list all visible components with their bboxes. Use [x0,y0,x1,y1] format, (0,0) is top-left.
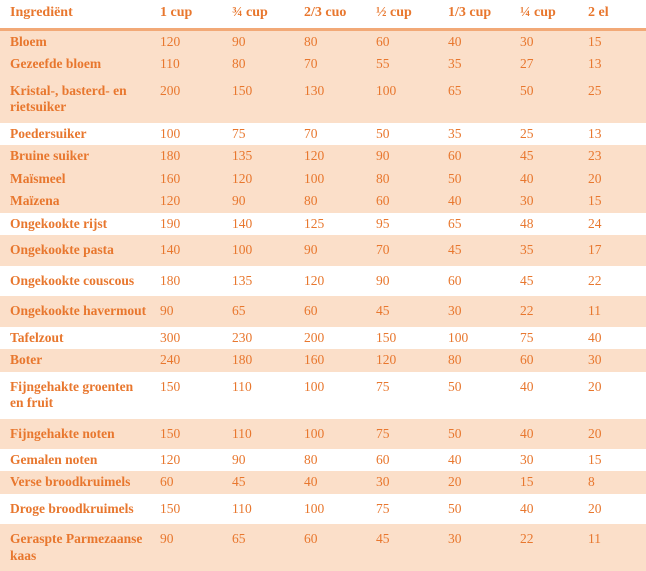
column-header-three-quarter-cup: ¾ cup [224,0,296,30]
cell-ingredient: Poedersuiker [0,123,152,145]
cell-ingredient: Ongekookte couscous [0,266,152,296]
cell-amount: 80 [296,449,368,471]
cell-amount: 35 [512,235,580,265]
cell-amount: 160 [296,349,368,371]
cell-amount: 100 [296,168,368,190]
table-row [0,471,646,493]
cell-amount: 140 [224,213,296,235]
cell-ingredient: Fijngehakte noten [0,419,152,449]
cell-amount: 100 [368,76,440,123]
cell-ingredient: Gezeefde bloem [0,53,152,75]
cell-amount: 90 [224,30,296,54]
cell-amount: 15 [580,449,646,471]
cell-amount: 40 [440,190,512,212]
cell-amount: 15 [580,190,646,212]
cell-amount: 20 [440,471,512,493]
cell-ingredient: Fijngehakte groenten en fruit [0,372,152,419]
table-row [0,30,646,54]
cell-ingredient: Gemalen noten [0,449,152,471]
table-header [0,0,646,30]
cell-amount: 40 [580,327,646,349]
cell-ingredient: Geraspte Parmezaanse kaas [0,524,152,571]
table-row [0,349,646,371]
cell-amount: 24 [580,213,646,235]
table-row [0,76,646,123]
cell-amount: 35 [440,53,512,75]
cell-amount: 135 [224,266,296,296]
cell-amount: 65 [224,524,296,571]
cell-amount: 200 [296,327,368,349]
table-row [0,449,646,471]
cell-amount: 30 [580,349,646,371]
cell-amount: 8 [580,471,646,493]
cell-amount: 60 [440,266,512,296]
cell-amount: 75 [512,327,580,349]
cell-amount: 130 [296,76,368,123]
cell-amount: 190 [152,213,224,235]
table-row [0,494,646,524]
column-header-one-third-cup: 1/3 cup [440,0,512,30]
table-body [0,30,646,571]
cell-amount: 140 [152,235,224,265]
cell-amount: 60 [152,471,224,493]
cell-ingredient: Droge broodkruimels [0,494,152,524]
cell-amount: 90 [368,266,440,296]
cell-ingredient: Maïzena [0,190,152,212]
cell-amount: 100 [224,235,296,265]
cell-amount: 13 [580,53,646,75]
cell-ingredient: Verse broodkruimels [0,471,152,493]
cell-amount: 30 [368,471,440,493]
cell-amount: 90 [152,524,224,571]
cell-ingredient: Tafelzout [0,327,152,349]
cell-amount: 45 [224,471,296,493]
cell-amount: 27 [512,53,580,75]
cell-amount: 20 [580,168,646,190]
table-row [0,419,646,449]
cell-amount: 100 [296,419,368,449]
cell-amount: 30 [440,296,512,326]
cell-amount: 80 [224,53,296,75]
table-row [0,123,646,145]
cell-amount: 40 [512,372,580,419]
cell-amount: 22 [580,266,646,296]
cell-amount: 23 [580,145,646,167]
table-row [0,235,646,265]
cell-amount: 90 [224,190,296,212]
column-header-half-cup: ½ cup [368,0,440,30]
cell-amount: 80 [296,30,368,54]
cell-amount: 60 [368,449,440,471]
cell-amount: 30 [512,30,580,54]
cell-amount: 120 [296,266,368,296]
cell-amount: 180 [224,349,296,371]
cell-amount: 300 [152,327,224,349]
cell-amount: 110 [224,419,296,449]
cell-amount: 22 [512,296,580,326]
cell-amount: 90 [368,145,440,167]
cell-amount: 25 [512,123,580,145]
cell-amount: 75 [224,123,296,145]
table-row [0,145,646,167]
cell-ingredient: Boter [0,349,152,371]
cell-amount: 45 [368,524,440,571]
table-row [0,213,646,235]
cell-amount: 13 [580,123,646,145]
table-row [0,168,646,190]
cell-amount: 30 [512,190,580,212]
cell-amount: 125 [296,213,368,235]
cell-amount: 45 [512,266,580,296]
table-row [0,296,646,326]
cell-amount: 35 [440,123,512,145]
cell-amount: 120 [368,349,440,371]
cell-amount: 30 [440,524,512,571]
cell-amount: 100 [296,494,368,524]
table-row [0,524,646,571]
cell-amount: 240 [152,349,224,371]
cell-amount: 90 [296,235,368,265]
cell-amount: 45 [368,296,440,326]
cell-ingredient: Ongekookte rijst [0,213,152,235]
cell-amount: 48 [512,213,580,235]
cell-amount: 200 [152,76,224,123]
cell-amount: 95 [368,213,440,235]
column-header-quarter-cup: ¼ cup [512,0,580,30]
cell-amount: 15 [512,471,580,493]
cell-amount: 65 [224,296,296,326]
cell-amount: 50 [440,372,512,419]
cell-amount: 160 [152,168,224,190]
cell-amount: 60 [296,524,368,571]
column-header-two-thirds-cup: 2/3 cuo [296,0,368,30]
column-header-ingredient: Ingrediënt [0,0,152,30]
cell-amount: 11 [580,296,646,326]
cell-amount: 50 [440,494,512,524]
cell-amount: 80 [296,190,368,212]
cell-amount: 230 [224,327,296,349]
cell-amount: 45 [512,145,580,167]
cell-amount: 180 [152,266,224,296]
table-row [0,372,646,419]
cell-amount: 60 [512,349,580,371]
cell-amount: 75 [368,419,440,449]
cell-amount: 40 [440,30,512,54]
cell-amount: 80 [440,349,512,371]
cell-amount: 110 [224,372,296,419]
cell-amount: 17 [580,235,646,265]
cell-amount: 120 [152,449,224,471]
cell-amount: 120 [296,145,368,167]
cell-amount: 150 [368,327,440,349]
table-row [0,190,646,212]
cell-amount: 120 [152,190,224,212]
cell-amount: 20 [580,372,646,419]
table-row [0,266,646,296]
cell-ingredient: Bloem [0,30,152,54]
cell-amount: 75 [368,494,440,524]
cell-ingredient: Ongekookte havermout [0,296,152,326]
cell-amount: 11 [580,524,646,571]
cell-amount: 30 [512,449,580,471]
cell-amount: 100 [152,123,224,145]
cell-amount: 40 [512,494,580,524]
cell-amount: 40 [440,449,512,471]
cell-amount: 50 [440,168,512,190]
cell-ingredient: Bruine suiker [0,145,152,167]
cell-amount: 70 [368,235,440,265]
cell-amount: 65 [440,213,512,235]
cell-amount: 40 [512,168,580,190]
cell-amount: 55 [368,53,440,75]
cell-amount: 120 [224,168,296,190]
table-row [0,327,646,349]
cell-amount: 100 [296,372,368,419]
cell-amount: 100 [440,327,512,349]
cell-amount: 20 [580,494,646,524]
cell-amount: 50 [368,123,440,145]
cell-amount: 70 [296,53,368,75]
cell-amount: 75 [368,372,440,419]
cell-amount: 90 [224,449,296,471]
cell-amount: 50 [512,76,580,123]
cell-amount: 110 [152,53,224,75]
cell-amount: 60 [368,30,440,54]
cell-amount: 90 [152,296,224,326]
cell-amount: 135 [224,145,296,167]
cell-amount: 65 [440,76,512,123]
cell-amount: 60 [440,145,512,167]
cell-amount: 110 [224,494,296,524]
cell-amount: 40 [512,419,580,449]
cell-amount: 60 [368,190,440,212]
header-row [0,0,646,30]
cell-amount: 180 [152,145,224,167]
column-header-1-cup: 1 cup [152,0,224,30]
cell-amount: 80 [368,168,440,190]
table-row [0,53,646,75]
cell-amount: 20 [580,419,646,449]
cell-amount: 150 [152,494,224,524]
cell-amount: 120 [152,30,224,54]
column-header-2-el: 2 el [580,0,646,30]
cell-amount: 150 [224,76,296,123]
cell-amount: 60 [296,296,368,326]
cell-amount: 50 [440,419,512,449]
cell-amount: 150 [152,419,224,449]
cell-amount: 150 [152,372,224,419]
cell-amount: 70 [296,123,368,145]
cell-amount: 25 [580,76,646,123]
cell-amount: 40 [296,471,368,493]
cell-amount: 45 [440,235,512,265]
cell-amount: 22 [512,524,580,571]
cell-ingredient: Kristal-, basterd- en rietsuiker [0,76,152,123]
cell-amount: 15 [580,30,646,54]
cell-ingredient: Maïsmeel [0,168,152,190]
cell-ingredient: Ongekookte pasta [0,235,152,265]
